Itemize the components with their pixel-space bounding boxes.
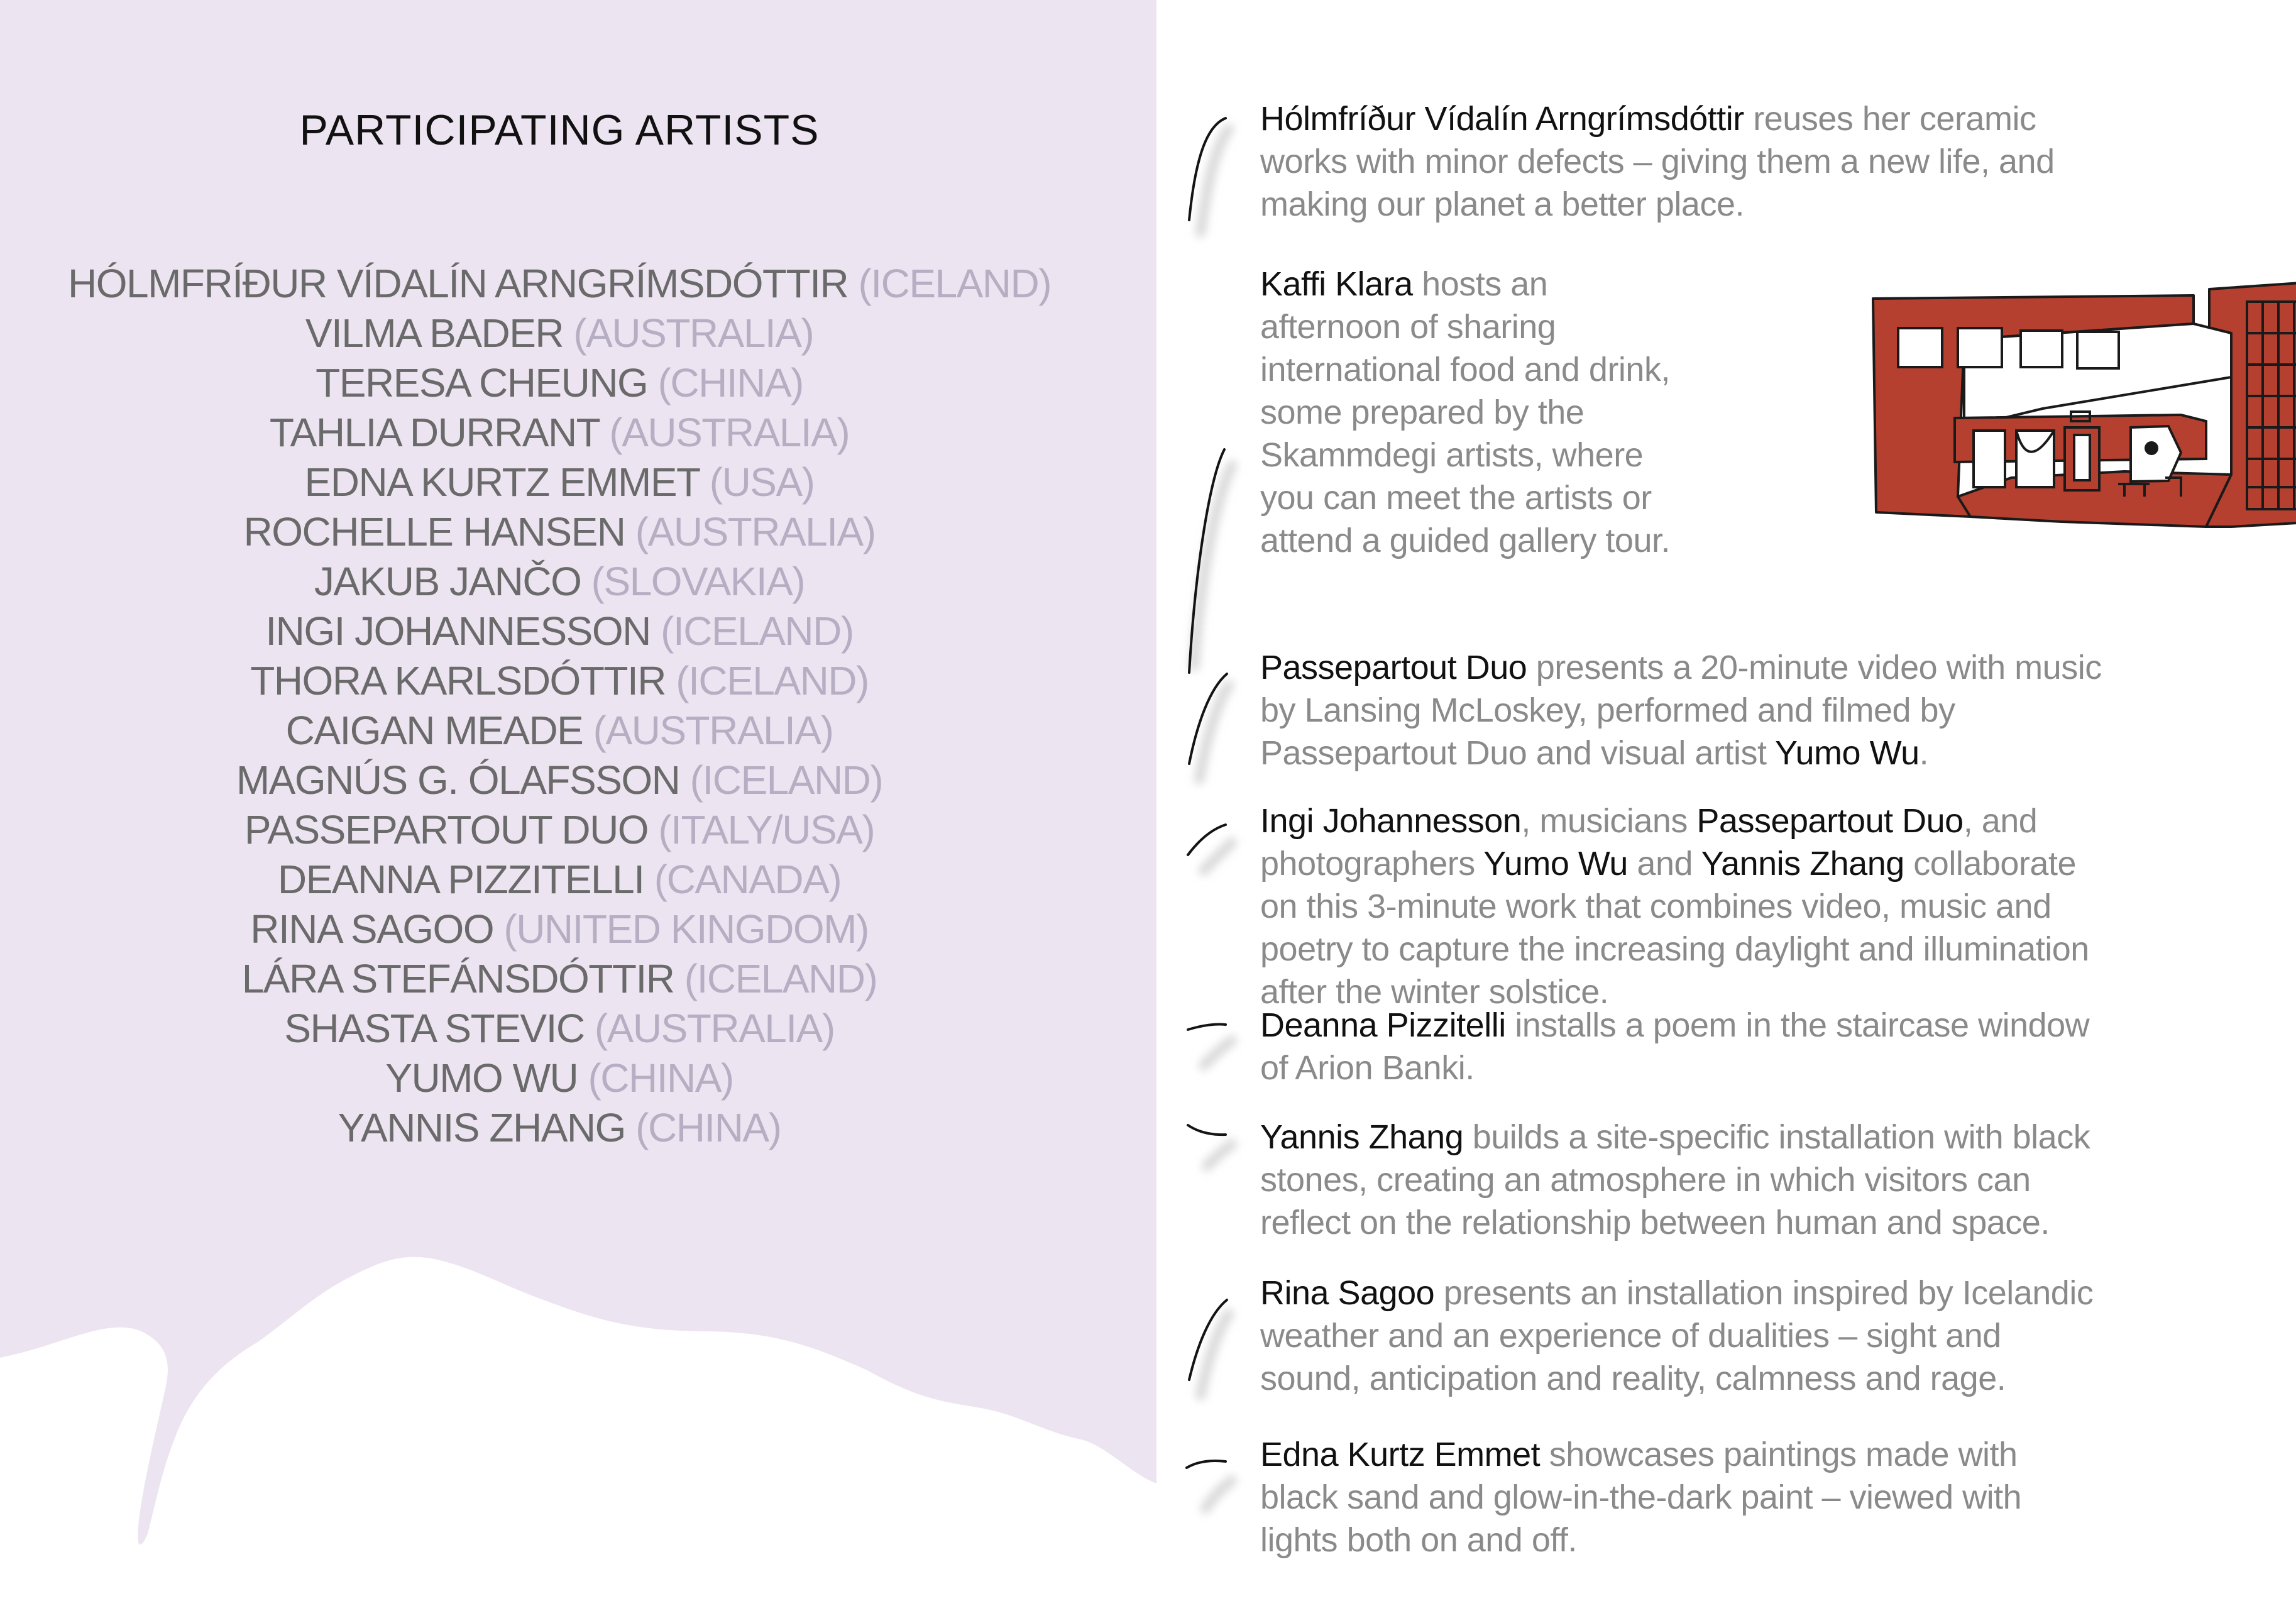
artist-name: INGI JOHANNESSON (265, 608, 651, 654)
artist-list-item (0, 358, 1119, 408)
artist-country: (AUSTRALIA) (609, 410, 850, 455)
artist-list-item (0, 557, 1119, 607)
artist-country: (CHINA) (657, 360, 803, 405)
artist-country: (SLOVAKIA) (591, 559, 805, 604)
entry-ingi-johannesson (1260, 800, 2102, 1013)
artist-country: (CANADA) (654, 857, 842, 902)
connector-strokes (1187, 118, 1227, 1468)
artist-list-item (0, 1103, 1119, 1153)
description-text: hosts an afternoon of sharing international food and drink, some prepared by the Skammdegi artists, where you can meet the artists or attend a guided gallery tour. (1260, 265, 1670, 559)
entry-kaffi-klara (1260, 263, 1688, 562)
artist-name: HÓLMFRÍÐUR VÍDALÍN ARNGRÍMSDÓTTIR (67, 261, 849, 306)
artist-name: MAGNÚS G. ÓLAFSSON (236, 757, 680, 803)
artist-country: (AUSTRALIA) (594, 1006, 835, 1051)
artist-country: (USA) (709, 459, 815, 505)
description-text: reuses her ceramic works with minor defects – giving them a new life, and making our planet a better place. (1260, 100, 2055, 223)
description-text: presents an installation inspired by Icelandic weather and an experience of dualities – sight and sound, anticipation and reality, calmness and rage. (1260, 1274, 2094, 1397)
artist-country: (ICELAND) (676, 658, 869, 703)
highlighted-name: Deanna Pizzitelli (1260, 1006, 1506, 1044)
artist-list-item (0, 408, 1119, 458)
artist-country: (AUSTRALIA) (573, 311, 814, 356)
highlighted-name: Yumo Wu (1774, 734, 1920, 772)
artist-list-item (0, 855, 1119, 905)
artist-country: (ITALY/USA) (658, 807, 875, 852)
program-panel (1156, 0, 2296, 1623)
description-text: . (1919, 734, 1929, 772)
artist-country: (CHINA) (588, 1055, 733, 1101)
artist-country: (AUSTRALIA) (635, 509, 876, 554)
artist-name: RINA SAGOO (250, 906, 494, 952)
artist-country: (AUSTRALIA) (593, 708, 833, 753)
description-text: installs a poem in the staircase window of Arion Banki. (1260, 1006, 2090, 1087)
artist-list-item (0, 259, 1119, 309)
description-text: showcases paintings made with black sand and glow-in-the-dark paint – viewed with lights both on and off. (1260, 1436, 2022, 1559)
artist-list-item (0, 905, 1119, 954)
highlighted-name: Ingi Johannesson (1260, 802, 1522, 840)
artist-name: YUMO WU (385, 1055, 578, 1101)
description-text: presents a 20-minute video with music by Lansing McLoskey, performed and filmed by Passepartout Duo and visual artist (1260, 649, 2102, 772)
artist-name: LÁRA STEFÁNSDÓTTIR (241, 956, 674, 1001)
description-text: , and photographers (1260, 802, 2038, 883)
highlighted-name: Hólmfríður Vídalín Arngrímsdóttir (1260, 100, 1744, 138)
artist-name: VILMA BADER (305, 311, 564, 356)
artist-country: (ICELAND) (689, 757, 883, 803)
highlighted-name: Yannis Zhang (1701, 845, 1904, 883)
highlighted-name: Kaffi Klara (1260, 265, 1413, 303)
highlighted-name: Yumo Wu (1483, 845, 1628, 883)
description-text: builds a site-specific installation with black stones, creating an atmosphere in which visitors can reflect on the relationship between human and space. (1260, 1118, 2090, 1241)
entry-deanna-pizzitelli (1260, 1004, 2102, 1089)
entry-edna-kurtz-emmet (1260, 1433, 2102, 1561)
highlighted-name: Passepartout Duo (1260, 649, 1527, 686)
description-text: and (1627, 845, 1701, 883)
artist-name: EDNA KURTZ EMMET (304, 459, 700, 505)
artist-list-item (0, 656, 1119, 706)
section-title: PARTICIPATING ARTISTS (299, 106, 820, 154)
description-text: collaborate on this 3-minute work that combines video, music and poetry to capture the increasing daylight and illumination after the winter solstice. (1260, 845, 2089, 1011)
artist-name: TAHLIA DURRANT (269, 410, 600, 455)
artist-list-item (0, 954, 1119, 1004)
artist-country: (ICELAND) (661, 608, 854, 654)
artist-name: TERESA CHEUNG (316, 360, 648, 405)
highlighted-name: Edna Kurtz Emmet (1260, 1436, 1541, 1473)
cafe-building-icon (1854, 270, 2296, 597)
artist-name: DEANNA PIZZITELLI (277, 857, 644, 902)
entry-passepartout-duo (1260, 646, 2102, 774)
entry-yannis-zhang (1260, 1116, 2102, 1244)
artist-list-item (0, 607, 1119, 656)
artist-list-item (0, 309, 1119, 358)
highlighted-name: Rina Sagoo (1260, 1274, 1435, 1312)
artist-name: YANNIS ZHANG (338, 1105, 625, 1150)
artist-list-item (0, 507, 1119, 557)
entry-rina-sagoo (1260, 1272, 2102, 1400)
artist-country: (ICELAND) (684, 956, 877, 1001)
artist-list-item (0, 1004, 1119, 1054)
highlighted-name: Passepartout Duo (1696, 802, 1964, 840)
artist-list-item (0, 805, 1119, 855)
artist-country: (ICELAND) (858, 261, 1052, 306)
artist-name: CAIGAN MEADE (285, 708, 583, 753)
highlighted-name: Yannis Zhang (1260, 1118, 1464, 1156)
artist-name: JAKUB JANČO (314, 559, 581, 604)
artist-name: SHASTA STEVIC (284, 1006, 585, 1051)
entry-holmfridur (1260, 97, 2102, 226)
artist-country: (CHINA) (635, 1105, 781, 1150)
artist-name: PASSEPARTOUT DUO (244, 807, 649, 852)
artist-list-item (0, 756, 1119, 805)
artist-name: ROCHELLE HANSEN (243, 509, 625, 554)
artist-country: (UNITED KINGDOM) (503, 906, 869, 952)
artist-list-item (0, 706, 1119, 756)
artist-list (0, 259, 1119, 1153)
artist-name: THORA KARLSDÓTTIR (250, 658, 666, 703)
description-text: , musicians (1521, 802, 1697, 840)
artist-list-item (0, 458, 1119, 507)
artist-list-item (0, 1054, 1119, 1103)
